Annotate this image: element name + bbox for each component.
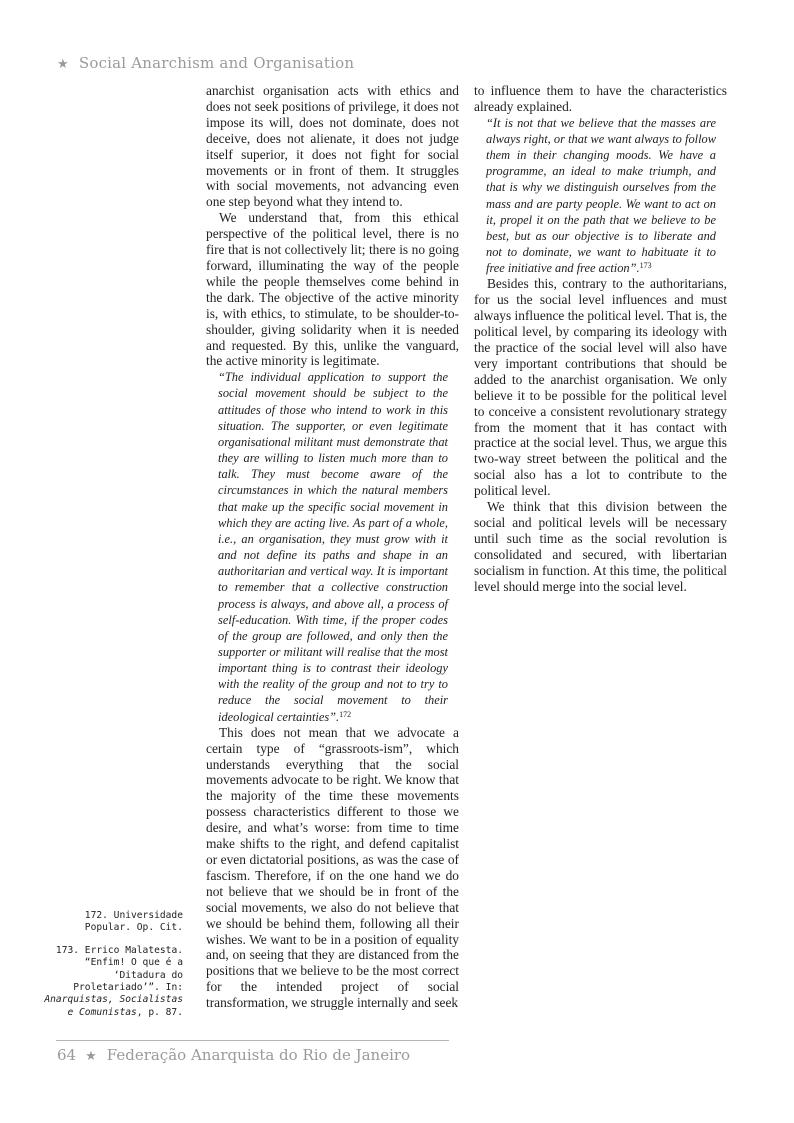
page-number: 64 <box>57 1046 77 1064</box>
star-icon: ★ <box>57 57 69 72</box>
side-notes <box>38 910 183 1029</box>
header-title: Social Anarchism and Organisation <box>78 54 355 72</box>
paragraph: anarchist organisation acts with ethics and does not seek positions of privilege, it does not impose its will, does not dominate, does not deceive, does not alienate, it does not judge itself superior, it does not fight for social movements or in front of them. It struggles with social movements, not advancing even one step beyond what they intend to. <box>206 83 459 210</box>
footnote-text: , p. 87. <box>136 1006 183 1018</box>
paragraph: to influence them to have the characteristics already explained. <box>474 83 727 114</box>
paragraph: Besides this, contrary to the authoritarians, for us the social level influences and must always influence the political level. That is, the political level, by comparing its ideology with the practice of the social level will also have very important contributions that should be added to the anarchist organisation. We only believe it to be possible for the political level to conceive a consistent revolutionary strategy from the moment that it has contact with practice at the social level. Thus, we argue this two-way street between the political and the social also has a lot to contribute to the political level. <box>474 276 727 499</box>
footnote-book-title: Anarquistas, Socialistas e Comunistas <box>44 994 183 1018</box>
star-icon: ★ <box>85 1049 97 1064</box>
left-text-column <box>206 83 459 1011</box>
footer-title: Federação Anarquista do Rio de Janeiro <box>106 1046 411 1064</box>
paragraph: This does not mean that we advocate a certain type of “grassroots-ism”, which understands everything that the social movements advocate to be right. We know that the majority of the time these movements possess characteristics different to those we desire, and what’s worse: from time to time make shifts to the right, and defend capitalist or even dictatorial positions, as was the case of fascism. Therefore, if on the one hand we do not believe that we should be in front of the social movements, we also do not believe that we should be behind them, following all their wishes. We want to be in a position of equality and, on seeing that they are distanced from the positions that we believe to be the most correct for the intended project of social transformation, we struggle internally and seek <box>206 724 459 1011</box>
footnote-ref: 172 <box>339 709 352 719</box>
paragraph: We think that this division between the social and political levels will be necessary until such time as the social revolution is consolidated and secured, with libertarian socialism in function. At this time, the political level should merge into the social level. <box>474 499 727 594</box>
footnote-173 <box>38 945 183 1019</box>
block-quote <box>474 115 727 277</box>
footnote-ref: 173 <box>639 261 652 271</box>
running-footer <box>57 1046 410 1064</box>
footnote-text: 173. Errico Malatesta. “Enfim! O que é a ‘Ditadura do Proletariado’”. In: <box>55 944 183 994</box>
block-quote <box>206 369 459 724</box>
running-header <box>57 54 354 72</box>
right-text-column <box>474 83 727 595</box>
paragraph: We understand that, from this ethical perspective of the political level, there is no fire that is not collectively lit; there is no going forward, illuminating the way of the people while the people themselves come behind in the dark. The objective of the active minority is, with ethics, to stimulate, to be shoulder-to-shoulder, giving solidarity when it is needed and requested. By this, unlike the vanguard, the active minority is legitimate. <box>206 210 459 369</box>
quote-text: “The individual application to support the social movement should be subject to the attitudes of those who intend to work in this situation. The supporter, or even legitimate organisational militant must demonstrate that they are willing to listen much more than to talk. They must become aware of the circumstances in which the natural members that make up the specific social movement in which they are acting live. As part of a whole, i.e., an organisation, they must grow with it and not define its paths and shape in an authoritarian and vertical way. It is important to remember that a collective construction process is always, and above all, a process of self-education. With time, if the proper codes of the group are followed, and only then the supporter or militant will realise that the most important thing is to contrast their ideology with the reality of the group and not to try to reduce the social movement to their ideological certainties”. <box>218 370 448 724</box>
footer-divider <box>56 1040 449 1041</box>
quote-text: “It is not that we believe that the masses are always right, or that we want always to follow them in their changing moods. We have a programme, an ideal to make triumph, and that is why we distinguish ourselves from the mass and are party people. We want to act on it, propel it on the path that we believe to be best, but as our objective is to liberate and not to dominate, we want to habituate it to free initiative and free action”. <box>486 115 716 276</box>
footnote-172: 172. Universidade Popular. Op. Cit. <box>84 910 183 934</box>
